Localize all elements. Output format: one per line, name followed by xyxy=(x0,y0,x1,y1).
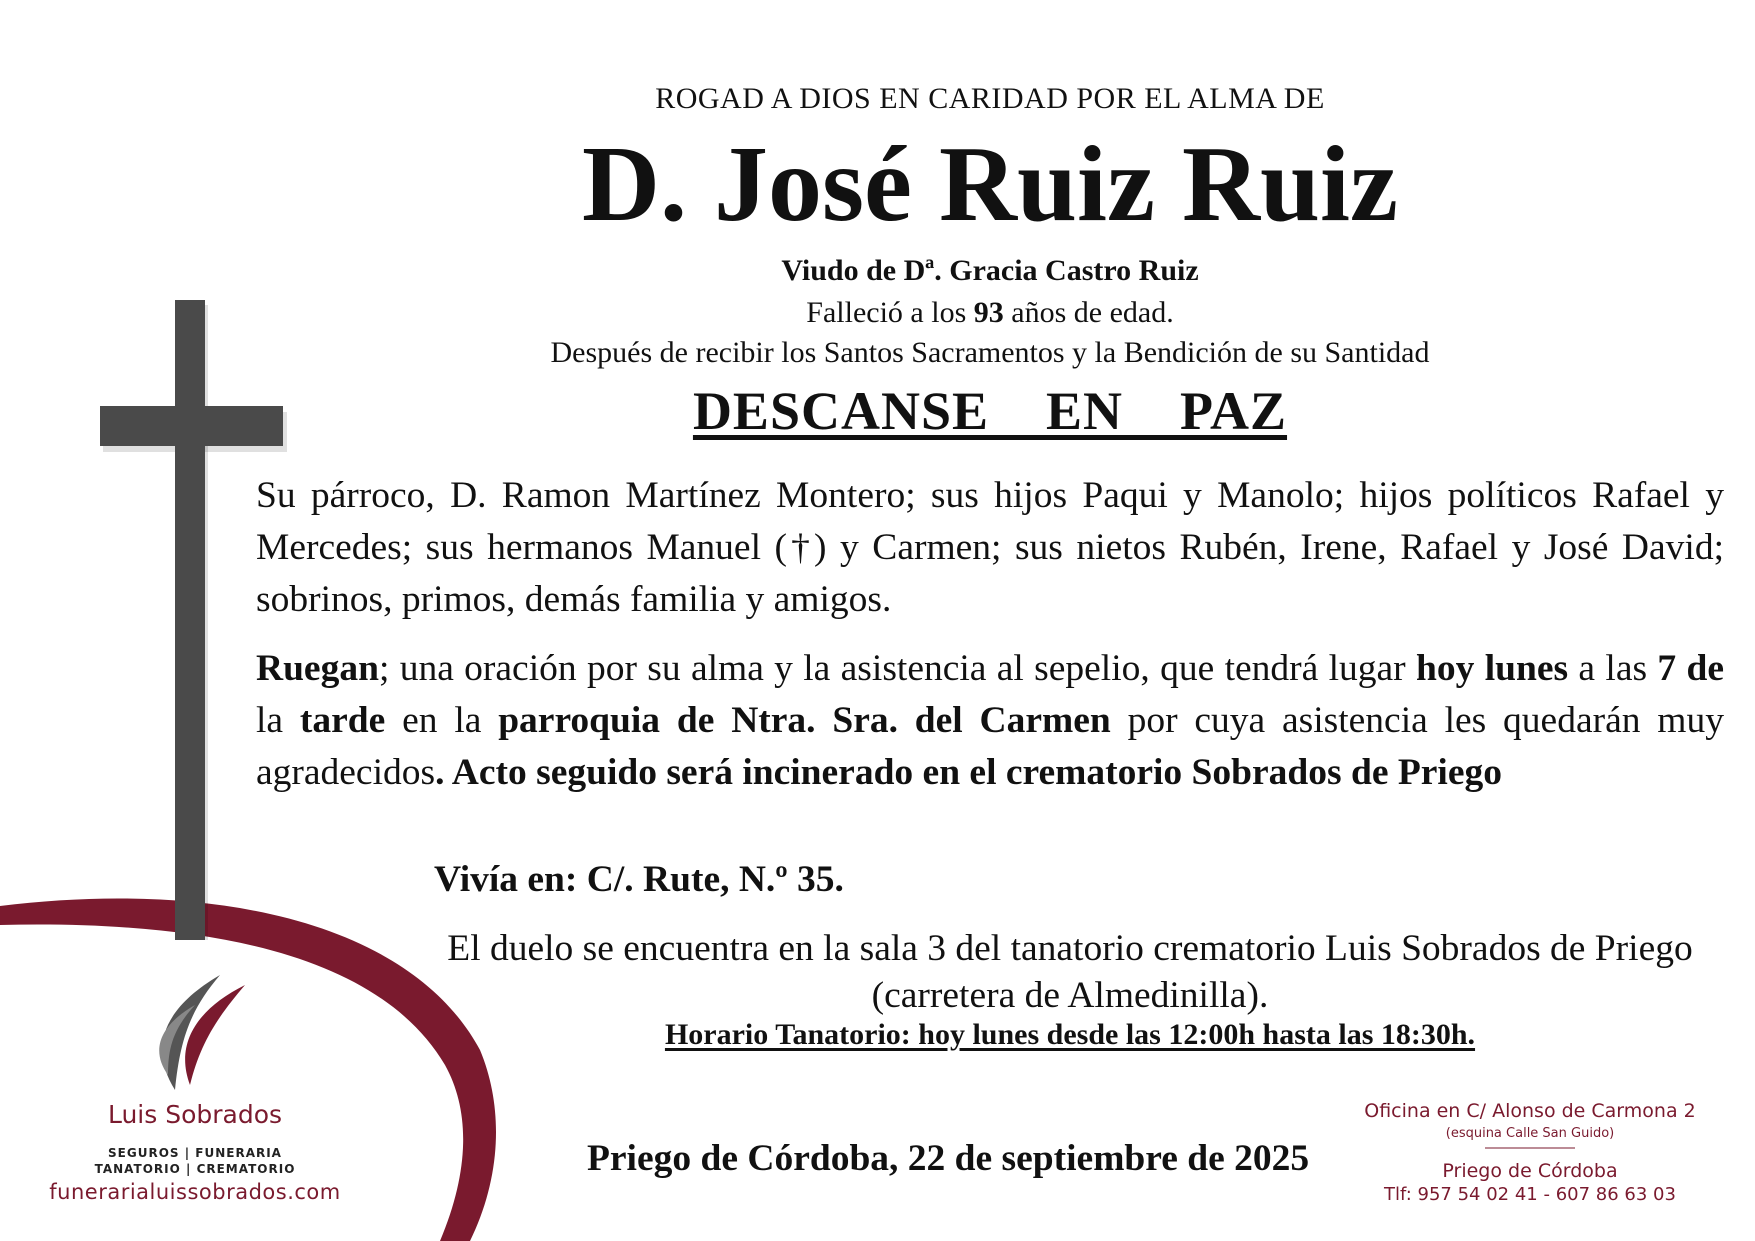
request-text-1: ; una oración por su alma y la asistencia al sepelio, que tendrá lugar xyxy=(378,648,1417,689)
widow-of: Viudo de Dª. Gracia Castro Ruiz xyxy=(781,254,1199,287)
logo-website: funerarialuissobrados.com xyxy=(49,1180,341,1204)
office-phone: Tlf: 957 54 02 41 - 607 86 63 03 xyxy=(1384,1184,1676,1205)
visiting-hours: Horario Tanatorio: hoy lunes desde las 12:00h hasta las 18:30h. xyxy=(664,1018,1476,1051)
age-prefix: Falleció a los xyxy=(806,296,974,329)
place-date: Priego de Córdoba, 22 de septiembre de 2025 xyxy=(587,1138,1310,1179)
office-city: Priego de Córdoba xyxy=(1442,1160,1618,1182)
deceased-name: D. José Ruiz Ruiz xyxy=(582,125,1398,244)
wake-info xyxy=(400,925,1740,1019)
residence: Vivía en: C/. Rute, N.º 35. xyxy=(434,859,844,900)
funeral-home-logo-icon xyxy=(159,975,245,1090)
office-address: Oficina en C/ Alonso de Carmona 2 xyxy=(1364,1100,1696,1122)
prayer-header: ROGAD A DIOS EN CARIDAD POR EL ALMA DE xyxy=(655,82,1325,115)
rest-in-peace: DESCANSE EN PAZ xyxy=(692,381,1288,441)
age-years: 93 xyxy=(973,296,1004,329)
sacraments-line: Después de recibir los Santos Sacramentos y la Bendición de su Santidad xyxy=(550,336,1430,369)
wake-line-1: El duelo se encuentra en la sala 3 del tanatorio crematorio Luis Sobrados de Priego xyxy=(447,928,1693,969)
request-text-3: la xyxy=(256,700,300,741)
logo-services-2: TANATORIO | CREMATORIO xyxy=(94,1162,296,1176)
request-text-5: por cuya asistencia les quedarán muy agradecidos xyxy=(256,700,1724,793)
wake-line-2: (carretera de Almedinilla). xyxy=(871,975,1269,1016)
request-tarde: tarde xyxy=(299,700,386,741)
request-paragraph xyxy=(256,643,1724,799)
request-text-4: en la xyxy=(385,700,499,741)
logo-services-1: SEGUROS | FUNERARIA xyxy=(108,1146,282,1160)
request-cremation: . Acto seguido será incinerado en el crematorio Sobrados de Priego xyxy=(435,752,1502,793)
office-corner: (esquina Calle San Guido) xyxy=(1445,1126,1615,1141)
logo-name: Luis Sobrados xyxy=(107,1100,283,1129)
request-church: parroquia de Ntra. Sra. del Carmen xyxy=(498,700,1111,741)
age-line xyxy=(400,296,1580,330)
request-day: hoy lunes xyxy=(1416,648,1569,689)
request-ruegan: Ruegan xyxy=(256,648,379,689)
age-suffix: años de edad. xyxy=(1003,296,1174,329)
request-text-2: a las xyxy=(1568,648,1658,689)
family-paragraph: Su párroco, D. Ramon Martínez Montero; sus hijos Paqui y Manolo; hijos políticos Rafael y Mercedes; sus hermanos Manuel (†) y Carmen; sus nietos Rubén, Irene, Rafael y José David; sobrinos, primos, demás familia y amigos. xyxy=(256,475,1724,620)
request-hour: 7 de xyxy=(1657,648,1724,689)
